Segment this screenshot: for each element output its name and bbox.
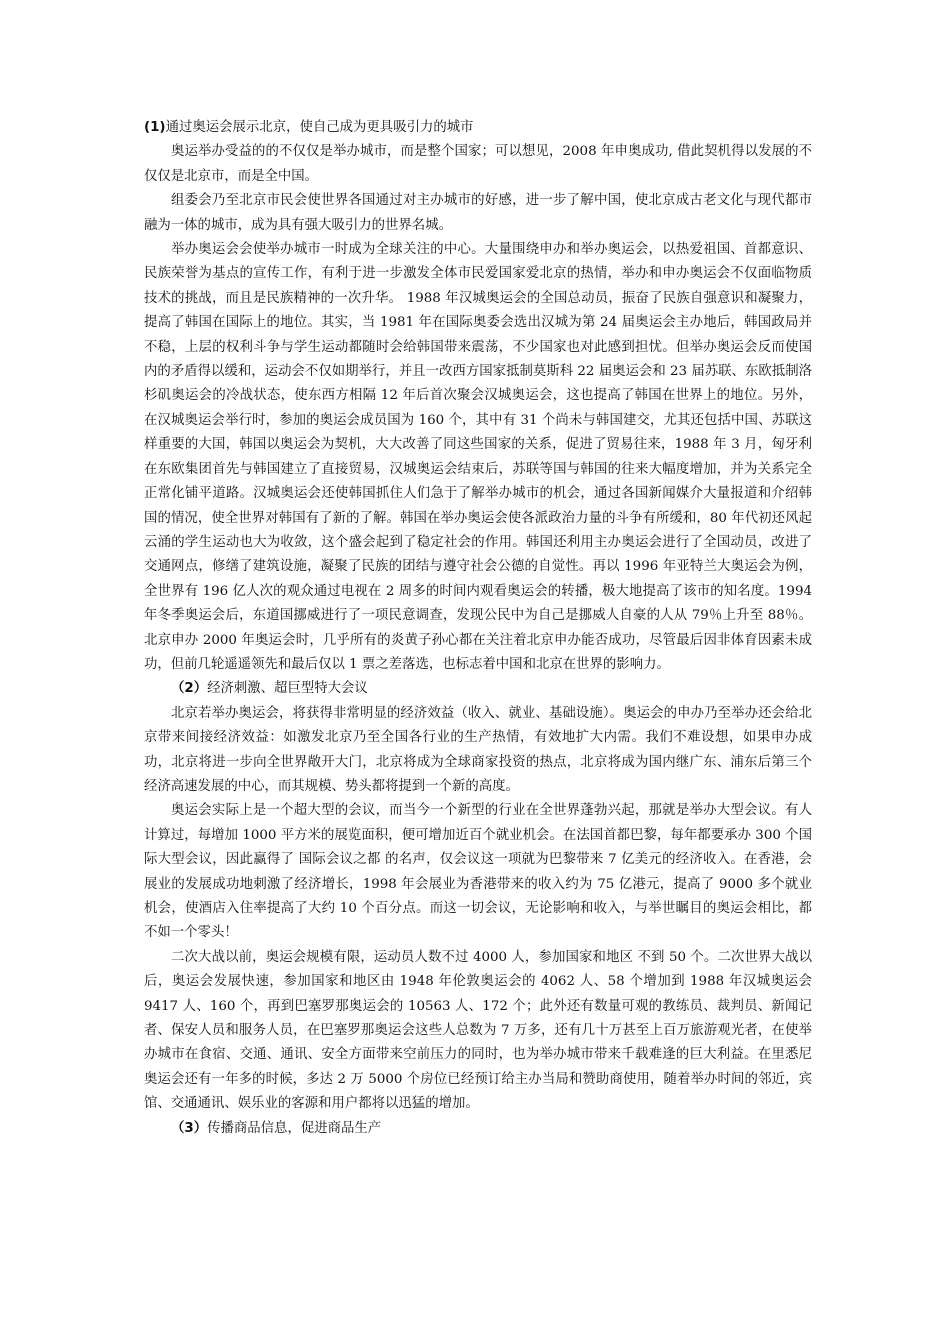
section-1-number: (1) [144, 120, 166, 135]
section-1-heading [144, 116, 812, 140]
section-3-title: 传播商品信息，促进商品生产 [207, 1120, 382, 1136]
section-2-number: （2） [171, 681, 208, 697]
document-page [144, 116, 812, 1141]
section-3-number: （3） [171, 1120, 208, 1136]
section-2-paragraph-2: 奥运会实际上是一个超大型的会议，而当今一个新型的行业在全世界蓬勃兴起，那就是举办大型会议。有人计算过，每增加 1000 平方米的展览面积，便可增加近百个就业机会。在法国首都巴黎，每年都要承办 300 个国际大型会议，因此赢得了 国际会议之都 的名声，仅会议这一项就为巴黎带来 7 亿美元的经济收入。在香港，会展业的发展成功地刺激了经济增长，1998 年会展业为香港带来的收入约为 75 亿港元，提高了 9000 多个就业机会，使酒店入住率提高了大约 10 个百分点。而这一切会议，无论影响和收入，与举世瞩目的奥运会相比，都不如一个零头！ [144, 803, 812, 941]
section-2-heading [144, 677, 812, 701]
section-2-paragraph-3: 二次大战以前，奥运会规模有限，运动员人数不过 4000 人，参加国家和地区 不到 50 个。二次世界大战以后，奥运会发展快速，参加国家和地区由 1948 年伦敦奥运会的 4062 人、58 个增加到 1988 年汉城奥运会 9417 人、160 个，再到巴塞罗那奥运会的 10563 人、172 个；此外还有数量可观的教练员、裁判员、新闻记者、保安人员和服务人员，在巴塞罗那奥运会这些人总数为 7 万多，还有几十万甚至上百万旅游观光者，在使举办城市在食宿、交通、通讯、安全方面带来空前压力的同时，也为举办城市带来千载难逢的巨大利益。在里悉尼奥运会还有一年多的时候，多达 2 万 5000 个房位已经预订给主办当局和赞助商使用，随着举办时间的邻近，宾馆、交通通讯、娱乐业的客源和用户都将以迅猛的增加。 [144, 949, 812, 1112]
section-2-paragraph-1: 北京若举办奥运会，将获得非常明显的经济效益（收入、就业、基础设施）。奥运会的申办乃至举办还会给北京带来间接经济效益：如激发北京乃至全国各行业的生产热情，有效地扩大内需。我们不难设想，如果申办成功，北京将进一步向全世界敞开大门，北京将成为全球商家投资的热点，北京将成为国内继广东、浦东后第三个经济高速发展的中心，而其规模、势头都将提到一个新的高度。 [144, 705, 812, 794]
section-1-title: 通过奥运会展示北京，使自己成为更具吸引力的城市 [165, 120, 474, 135]
section-1-paragraph-2: 组委会乃至北京市民会使世界各国通过对主办城市的好感，进一步了解中国，使北京成古老文化与现代都市融为一体的城市，成为具有强大吸引力的世界名城。 [144, 193, 812, 233]
section-1-paragraph-3: 举办奥运会会使举办城市一时成为全球关注的中心。大量围绕申办和举办奥运会，以热爱祖国、首都意识、民族荣誉为基点的宣传工作，有利于进一步激发全体市民爱国家爱北京的热情，举办和申办奥运会不仅面临物质技术的挑战，而且是民族精神的一次升华。 1988 年汉城奥运会的全国总动员，振奋了民族自强意识和凝聚力，提高了韩国在国际上的地位。其实，当 1981 年在国际奥委会选出汉城为第 24 届奥运会主办地后，韩国政局并不稳，上层的权利斗争与学生运动都随时会给韩国带来震荡，不少国家也对此感到担忧。但举办奥运会反而使国内的矛盾得以缓和，运动会不仅如期举行，并且一改西方国家抵制莫斯科 22 届奥运会和 23 届苏联、东欧抵制洛杉矶奥运会的冷战状态，使东西方相隔 12 年后首次聚会汉城奥运会，这也提高了韩国在世界上的地位。另外，在汉城奥运会举行时，参加的奥运会成员国为 160 个，其中有 31 个尚未与韩国建交，尤其还包括中国、苏联这样重要的大国，韩国以奥运会为契机，大大改善了同这些国家的关系，促进了贸易往来，1988 年 3 月，匈牙利在东欧集团首先与韩国建立了直接贸易，汉城奥运会结束后，苏联等国与韩国的往来大幅度增加，并为关系完全正常化铺平道路。汉城奥运会还使韩国抓住人们急于了解举办城市的机会，通过各国新闻媒介大量报道和介绍韩国的情况，使全世界对韩国有了新的了解。韩国在举办奥运会使各派政治力量的斗争有所缓和，80 年代初还风起云涌的学生运动也大为收敛，这个盛会起到了稳定社会的作用。韩国还利用主办奥运会进行了全国动员，改进了交通网点，修缮了建筑设施，凝聚了民族的团结与遵守社会公德的自觉性。再以 1996 年亚特兰大奥运会为例，全世界有 196 亿人次的观众通过电视在 2 周多的时间内观看奥运会的转播，极大地提高了该市的知名度。1994 年冬季奥运会后，东道国挪威进行了一项民意调查，发现公民中为自己是挪威人自豪的人从 79％上升至 88％。北京申办 2000 年奥运会时，几乎所有的炎黄子孙心都在关注着北京申办能否成功，尽管最后因非体育因素未成功，但前几轮遥遥领先和最后仅以 1 票之差落选，也标志着中国和北京在世界的影响力。 [144, 242, 812, 672]
section-1-paragraph-1: 奥运举办受益的的不仅仅是举办城市，而是整个国家；可以想见，2008 年申奥成功, 借此契机得以发展的不仅仅是北京市，而是全中国。 [144, 144, 812, 184]
section-2-title: 经济刺激、超巨型特大会议 [207, 681, 368, 697]
section-3-heading [144, 1117, 812, 1141]
